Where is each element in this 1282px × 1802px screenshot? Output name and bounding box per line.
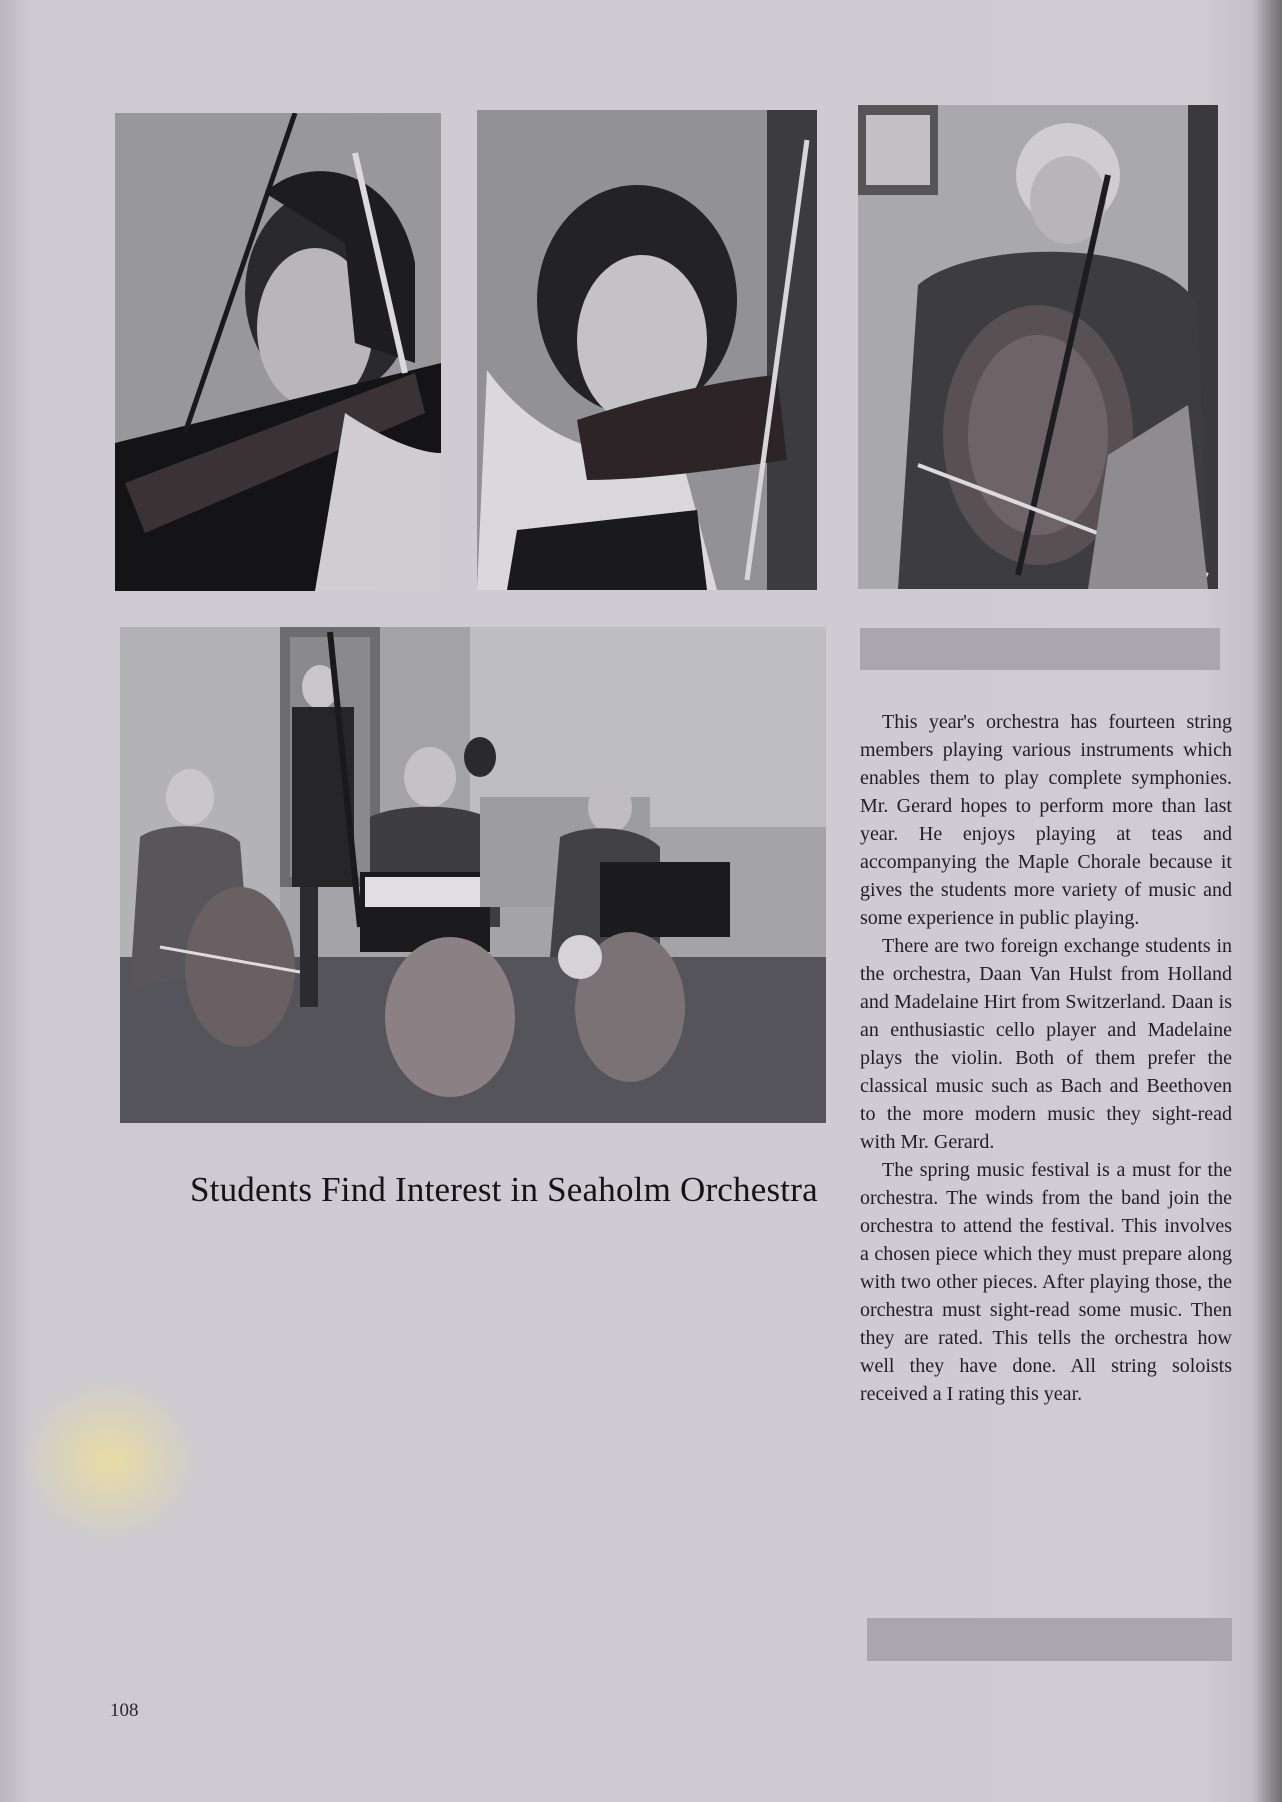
body-paragraph-2: There are two foreign exchange students in the orchestra, Daan Van Hulst from Holland and Madelaine Hirt from Switzerland. Daan is an enthusiastic cello player and Madelaine plays the violin. Both of them prefer the classical music such as Bach and Beethoven to the more modern music they sight-read with Mr. Gerard. <box>860 935 1232 1153</box>
orchestra-group-photo <box>120 627 826 1123</box>
body-paragraph-1: This year's orchestra has fourteen string members playing various instruments which enables them to play complete symphonies. Mr. Gerard hopes to perform more than last year. He enjoys playing at teas and accompanying the Maple Chorale because it gives the students more variety of music and some experience in public playing. <box>860 711 1232 929</box>
decorative-gray-bar-bottom <box>867 1618 1232 1661</box>
violinist-photo <box>115 113 441 591</box>
violinist-photo-2 <box>477 110 817 590</box>
page-number: 108 <box>110 1700 139 1721</box>
decorative-gray-bar-top <box>860 628 1220 670</box>
body-paragraph-3: The spring music festival is a must for the orchestra. The winds from the band join the orchestra to attend the festival. This involves a chosen piece which they must prepare along with two other pieces. After playing those, the orchestra must sight-read some music. Then they are rated. This tells the orchestra how well they have done. All string soloists received a I rating this year. <box>860 1159 1232 1405</box>
article-body <box>860 708 1232 1408</box>
page-spine-shadow <box>1256 0 1282 1802</box>
cellist-photo <box>858 105 1218 589</box>
article-headline: Students Find Interest in Seaholm Orchestra <box>190 1170 818 1209</box>
